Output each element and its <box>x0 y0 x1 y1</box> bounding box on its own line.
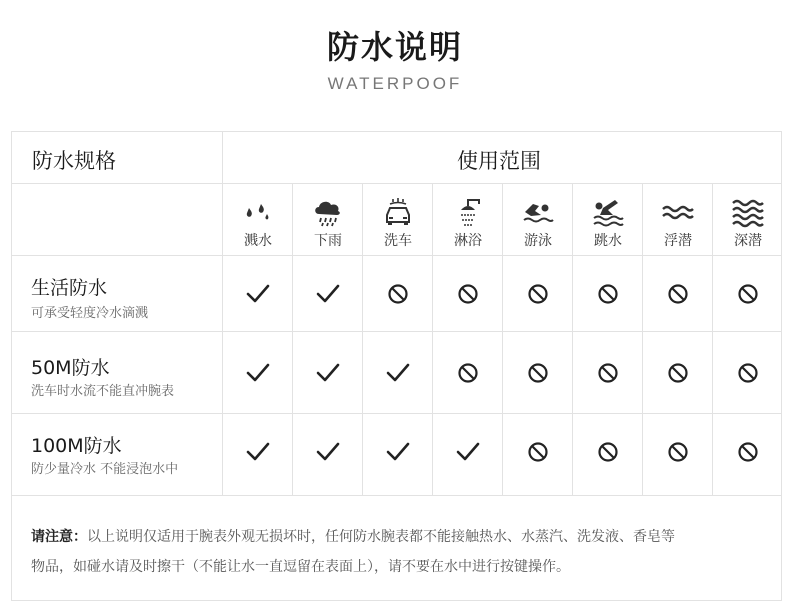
notice-text: 以上说明仅适用于腕表外观无损坏时，任何防水腕表都不能接触热水、水蒸汽、洗发液、香皂等 <box>87 529 675 545</box>
notice-text: 物品，如碰水请及时擦干（不能让水一直逗留在表面上），请不要在水中进行按键操作。 <box>31 559 570 575</box>
diving-icon <box>591 196 625 228</box>
condition-label: 跳水 <box>594 233 622 249</box>
notice-label: 请注意： <box>31 529 87 545</box>
check-icon <box>315 281 341 307</box>
condition-swimming <box>503 196 573 250</box>
prohibited-icon <box>385 281 411 307</box>
prohibited-icon <box>455 281 481 307</box>
deep-dive-waves-icon <box>731 196 765 228</box>
prohibited-icon <box>525 439 551 465</box>
table-divider <box>222 132 223 495</box>
condition-deep-dive <box>713 196 783 250</box>
check-icon <box>245 281 271 307</box>
check-icon <box>315 439 341 465</box>
prohibited-icon <box>735 281 761 307</box>
condition-rain <box>293 196 363 250</box>
scope-header: 使用范围 <box>457 149 541 173</box>
check-icon <box>455 439 481 465</box>
prohibited-icon <box>455 360 481 386</box>
page-title: 防水说明 <box>326 28 463 66</box>
condition-label: 浮潜 <box>664 233 692 249</box>
check-icon <box>385 360 411 386</box>
prohibited-icon <box>595 439 621 465</box>
table-divider <box>12 255 781 256</box>
page-subtitle: WATERPOOF <box>327 74 463 93</box>
condition-label: 淋浴 <box>454 233 482 249</box>
swimming-icon <box>521 196 555 228</box>
condition-label: 深潜 <box>734 233 762 249</box>
table-divider <box>12 495 781 496</box>
prohibited-icon <box>525 360 551 386</box>
table-divider <box>12 331 781 332</box>
car-wash-icon <box>381 196 415 228</box>
prohibited-icon <box>735 439 761 465</box>
snorkel-waves-icon <box>661 196 695 228</box>
condition-car-wash <box>363 196 433 250</box>
row-description: 防少量冷水 不能浸泡水中 <box>31 462 179 477</box>
condition-shower <box>433 196 503 250</box>
row-title: 生活防水 <box>31 277 108 299</box>
check-icon <box>245 439 271 465</box>
condition-label: 下雨 <box>314 233 342 249</box>
splash-icon <box>241 196 275 228</box>
condition-diving <box>573 196 643 250</box>
prohibited-icon <box>665 281 691 307</box>
table-divider <box>12 183 781 184</box>
row-description: 可承受轻度冷水滴溅 <box>31 306 149 321</box>
prohibited-icon <box>595 281 621 307</box>
prohibited-icon <box>595 360 621 386</box>
rain-cloud-icon <box>311 196 345 228</box>
shower-icon <box>451 196 485 228</box>
condition-snorkel <box>643 196 713 250</box>
row-title: 50M防水 <box>31 357 110 379</box>
row-description: 洗车时水流不能直冲腕表 <box>31 384 175 399</box>
prohibited-icon <box>665 439 691 465</box>
table-divider <box>12 413 781 414</box>
notice <box>31 522 771 582</box>
condition-label: 洗车 <box>384 233 412 249</box>
condition-label: 游泳 <box>524 233 552 249</box>
spec-header: 防水规格 <box>32 149 116 173</box>
prohibited-icon <box>525 281 551 307</box>
check-icon <box>385 439 411 465</box>
prohibited-icon <box>665 360 691 386</box>
prohibited-icon <box>735 360 761 386</box>
condition-label: 溅水 <box>244 233 272 249</box>
check-icon <box>315 360 341 386</box>
check-icon <box>245 360 271 386</box>
row-title: 100M防水 <box>31 435 122 457</box>
condition-splash <box>223 196 293 250</box>
